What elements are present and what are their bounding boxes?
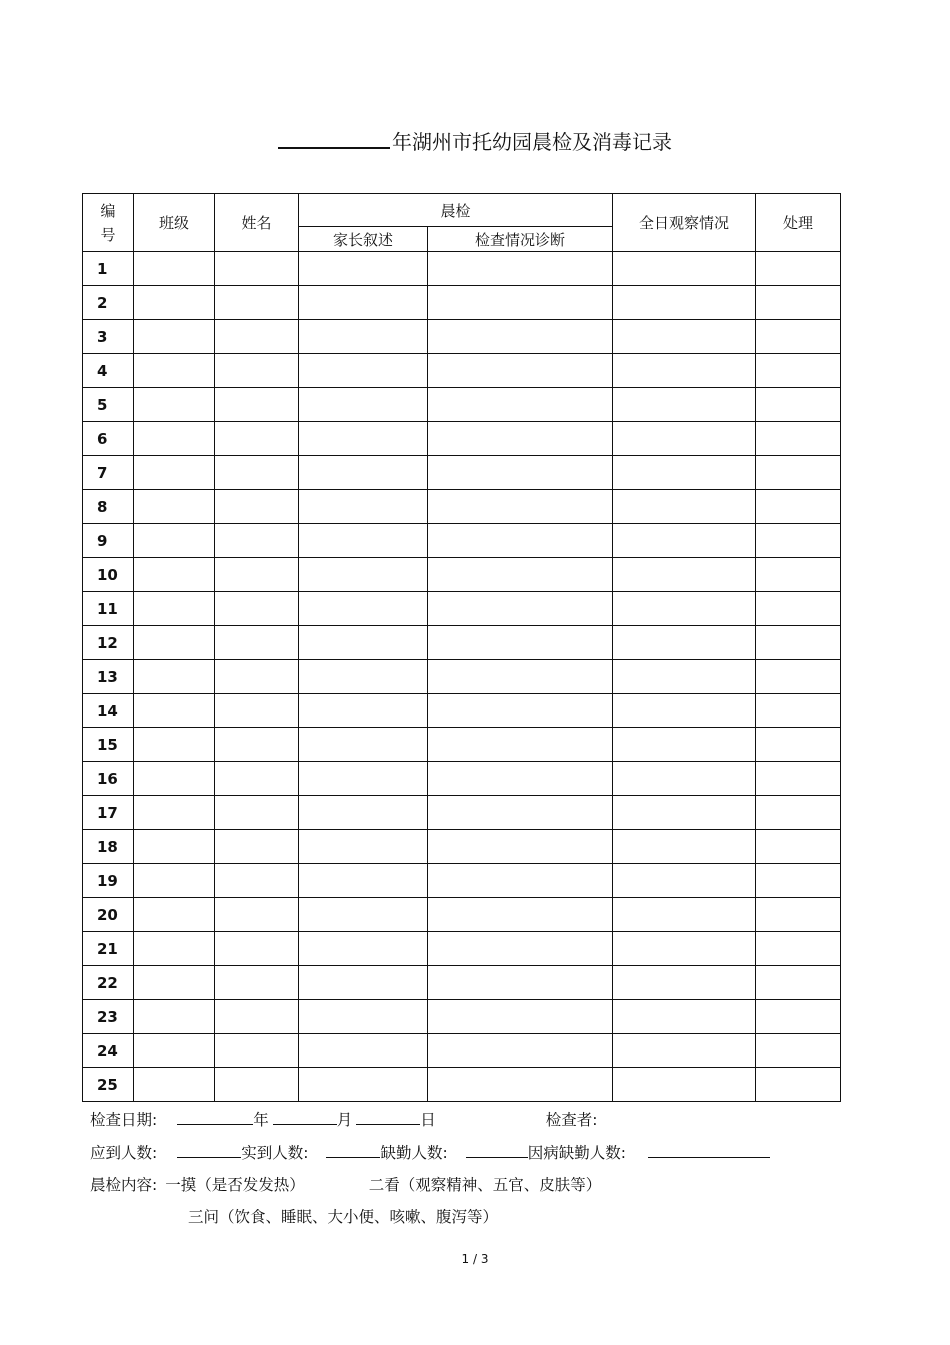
footer-line-3 [90,1174,601,1196]
parent-statement-cell[interactable] [299,320,428,354]
observation-cell[interactable] [613,762,756,796]
table-row [83,558,841,592]
class-cell[interactable] [134,762,215,796]
table-row [83,728,841,762]
parent-statement-cell[interactable] [299,694,428,728]
observation-cell[interactable] [613,252,756,286]
name-cell[interactable] [215,1034,299,1068]
row-number: 22 [83,966,134,1000]
name-cell[interactable] [215,626,299,660]
table-row [83,898,841,932]
header-handling: 处理 [756,194,841,252]
diagnosis-cell[interactable] [428,422,613,456]
observation-cell[interactable] [613,592,756,626]
name-cell[interactable] [215,660,299,694]
diagnosis-cell[interactable] [428,1068,613,1102]
row-number: 17 [83,796,134,830]
diagnosis-cell[interactable] [428,1034,613,1068]
handling-cell[interactable] [756,830,841,864]
parent-statement-cell[interactable] [299,490,428,524]
observation-cell[interactable] [613,1000,756,1034]
handling-cell[interactable] [756,320,841,354]
class-cell[interactable] [134,864,215,898]
name-cell[interactable] [215,422,299,456]
class-cell[interactable] [134,1034,215,1068]
diagnosis-cell[interactable] [428,796,613,830]
class-cell[interactable] [134,1068,215,1102]
footer-line-1 [90,1108,598,1131]
class-cell[interactable] [134,694,215,728]
name-cell[interactable] [215,762,299,796]
table-row [83,762,841,796]
sick-absent-field[interactable] [648,1141,770,1158]
row-number: 9 [83,524,134,558]
name-cell[interactable] [215,456,299,490]
class-cell[interactable] [134,354,215,388]
class-cell[interactable] [134,524,215,558]
row-number: 10 [83,558,134,592]
name-cell[interactable] [215,558,299,592]
handling-cell[interactable] [756,1000,841,1034]
handling-cell[interactable] [756,796,841,830]
table-row [83,422,841,456]
row-number: 12 [83,626,134,660]
handling-cell[interactable] [756,694,841,728]
diagnosis-cell[interactable] [428,898,613,932]
parent-statement-cell[interactable] [299,422,428,456]
diagnosis-cell[interactable] [428,524,613,558]
class-cell[interactable] [134,286,215,320]
table-row [83,796,841,830]
table-row [83,694,841,728]
parent-statement-cell[interactable] [299,524,428,558]
header-number-top: 编 [100,201,116,220]
class-cell[interactable] [134,456,215,490]
table-row [83,626,841,660]
table-row [83,1000,841,1034]
diagnosis-cell[interactable] [428,558,613,592]
handling-cell[interactable] [756,354,841,388]
class-cell[interactable] [134,796,215,830]
row-number: 3 [83,320,134,354]
month-label: 月 [336,1111,353,1129]
handling-cell[interactable] [756,898,841,932]
class-cell[interactable] [134,1000,215,1034]
handling-cell[interactable] [756,966,841,1000]
diagnosis-cell[interactable] [428,252,613,286]
content-item-3: 三问（饮食、睡眠、大小便、咳嗽、腹泻等） [188,1208,499,1226]
class-cell[interactable] [134,592,215,626]
footer-line-2 [90,1141,770,1164]
name-cell[interactable] [215,490,299,524]
row-number: 21 [83,932,134,966]
day-field[interactable] [356,1108,420,1125]
handling-cell[interactable] [756,252,841,286]
class-cell[interactable] [134,320,215,354]
row-number: 2 [83,286,134,320]
observation-cell[interactable] [613,422,756,456]
parent-statement-cell[interactable] [299,1000,428,1034]
handling-cell[interactable] [756,422,841,456]
handling-cell[interactable] [756,728,841,762]
class-cell[interactable] [134,252,215,286]
parent-statement-cell[interactable] [299,932,428,966]
observation-cell[interactable] [613,490,756,524]
table-row [83,490,841,524]
class-cell[interactable] [134,626,215,660]
row-number: 7 [83,456,134,490]
name-cell[interactable] [215,694,299,728]
table-row [83,830,841,864]
parent-statement-cell[interactable] [299,354,428,388]
document-title [0,127,950,156]
day-label: 日 [420,1111,436,1129]
parent-statement-cell[interactable] [299,388,428,422]
parent-statement-cell[interactable] [299,558,428,592]
parent-statement-cell[interactable] [299,592,428,626]
observation-cell[interactable] [613,932,756,966]
record-table [82,193,841,1102]
absent-label: 缺勤人数: [380,1144,448,1162]
name-cell[interactable] [215,286,299,320]
header-number-bottom: 号 [100,225,116,244]
diagnosis-cell[interactable] [428,320,613,354]
class-cell[interactable] [134,422,215,456]
diagnosis-cell[interactable] [428,830,613,864]
class-cell[interactable] [134,660,215,694]
page-number: 1 / 3 [461,1252,489,1266]
handling-cell[interactable] [756,864,841,898]
check-date-label: 检查日期: [90,1111,158,1129]
table-row [83,524,841,558]
absent-field[interactable] [466,1141,528,1158]
parent-statement-cell[interactable] [299,898,428,932]
name-cell[interactable] [215,728,299,762]
class-cell[interactable] [134,830,215,864]
title-text: 年湖州市托幼园晨检及消毒记录 [392,130,672,154]
diagnosis-cell[interactable] [428,966,613,1000]
name-cell[interactable] [215,388,299,422]
parent-statement-cell[interactable] [299,1068,428,1102]
header-parent-statement: 家长叙述 [299,227,428,252]
table-row [83,354,841,388]
handling-cell[interactable] [756,286,841,320]
parent-statement-cell[interactable] [299,728,428,762]
class-cell[interactable] [134,932,215,966]
name-cell[interactable] [215,864,299,898]
observation-cell[interactable] [613,898,756,932]
table-row [83,660,841,694]
class-cell[interactable] [134,728,215,762]
class-cell[interactable] [134,490,215,524]
row-number: 5 [83,388,134,422]
diagnosis-cell[interactable] [428,864,613,898]
header-diagnosis: 检查情况诊断 [428,227,613,252]
name-cell[interactable] [215,898,299,932]
expected-label: 应到人数: [90,1144,158,1162]
diagnosis-cell[interactable] [428,490,613,524]
handling-cell[interactable] [756,1034,841,1068]
observation-cell[interactable] [613,558,756,592]
diagnosis-cell[interactable] [428,354,613,388]
diagnosis-cell[interactable] [428,626,613,660]
row-number: 25 [83,1068,134,1102]
observation-cell[interactable] [613,660,756,694]
table-row [83,388,841,422]
header-name: 姓名 [215,194,299,252]
observation-cell[interactable] [613,1068,756,1102]
actual-field[interactable] [326,1141,380,1158]
row-number: 16 [83,762,134,796]
diagnosis-cell[interactable] [428,932,613,966]
table-row [83,456,841,490]
row-number: 1 [83,252,134,286]
name-cell[interactable] [215,932,299,966]
name-cell[interactable] [215,1000,299,1034]
year-field[interactable] [177,1108,253,1125]
diagnosis-cell[interactable] [428,762,613,796]
handling-cell[interactable] [756,762,841,796]
content-item-1: 一摸（是否发发热） [165,1176,305,1194]
handling-cell[interactable] [756,932,841,966]
table-row [83,592,841,626]
handling-cell[interactable] [756,388,841,422]
header-morning-check: 晨检 [299,194,613,227]
table-row [83,1034,841,1068]
row-number: 19 [83,864,134,898]
row-number: 20 [83,898,134,932]
row-number: 4 [83,354,134,388]
row-number: 18 [83,830,134,864]
row-number: 8 [83,490,134,524]
observation-cell[interactable] [613,388,756,422]
name-cell[interactable] [215,524,299,558]
diagnosis-cell[interactable] [428,660,613,694]
observation-cell[interactable] [613,830,756,864]
diagnosis-cell[interactable] [428,728,613,762]
parent-statement-cell[interactable] [299,762,428,796]
parent-statement-cell[interactable] [299,456,428,490]
row-number: 6 [83,422,134,456]
header-class: 班级 [134,194,215,252]
table-row [83,966,841,1000]
diagnosis-cell[interactable] [428,694,613,728]
parent-statement-cell[interactable] [299,864,428,898]
handling-cell[interactable] [756,660,841,694]
name-cell[interactable] [215,252,299,286]
table-row [83,864,841,898]
row-number: 14 [83,694,134,728]
observation-cell[interactable] [613,796,756,830]
observation-cell[interactable] [613,864,756,898]
class-cell[interactable] [134,558,215,592]
table-row [83,252,841,286]
diagnosis-cell[interactable] [428,1000,613,1034]
table-row [83,286,841,320]
row-number: 24 [83,1034,134,1068]
parent-statement-cell[interactable] [299,966,428,1000]
expected-field[interactable] [177,1141,241,1158]
name-cell[interactable] [215,830,299,864]
handling-cell[interactable] [756,490,841,524]
observation-cell[interactable] [613,966,756,1000]
diagnosis-cell[interactable] [428,592,613,626]
parent-statement-cell[interactable] [299,660,428,694]
class-cell[interactable] [134,966,215,1000]
diagnosis-cell[interactable] [428,286,613,320]
parent-statement-cell[interactable] [299,830,428,864]
diagnosis-cell[interactable] [428,388,613,422]
name-cell[interactable] [215,966,299,1000]
inspector-label: 检查者: [545,1111,598,1129]
name-cell[interactable] [215,592,299,626]
name-cell[interactable] [215,796,299,830]
actual-label: 实到人数: [241,1144,309,1162]
observation-cell[interactable] [613,524,756,558]
table-row [83,1068,841,1102]
handling-cell[interactable] [756,524,841,558]
class-cell[interactable] [134,388,215,422]
class-cell[interactable] [134,898,215,932]
month-field[interactable] [273,1108,337,1125]
observation-cell[interactable] [613,728,756,762]
sick-absent-label: 因病缺勤人数: [527,1144,626,1162]
observation-cell[interactable] [613,1034,756,1068]
header-daily-observation: 全日观察情况 [613,194,756,252]
handling-cell[interactable] [756,592,841,626]
parent-statement-cell[interactable] [299,796,428,830]
observation-cell[interactable] [613,320,756,354]
handling-cell[interactable] [756,626,841,660]
handling-cell[interactable] [756,1068,841,1102]
observation-cell[interactable] [613,626,756,660]
table-row [83,320,841,354]
observation-cell[interactable] [613,354,756,388]
observation-cell[interactable] [613,456,756,490]
parent-statement-cell[interactable] [299,286,428,320]
content-label: 晨检内容: [90,1176,158,1194]
year-label: 年 [253,1111,269,1129]
row-number: 13 [83,660,134,694]
header-row-1 [83,194,841,227]
parent-statement-cell[interactable] [299,626,428,660]
header-number [83,194,134,252]
handling-cell[interactable] [756,456,841,490]
content-item-2: 二看（观察精神、五官、皮肤等） [368,1176,602,1194]
table-row [83,932,841,966]
year-blank [278,127,390,149]
handling-cell[interactable] [756,558,841,592]
name-cell[interactable] [215,320,299,354]
footer-line-4 [188,1206,498,1228]
row-number: 11 [83,592,134,626]
row-number: 15 [83,728,134,762]
parent-statement-cell[interactable] [299,1034,428,1068]
parent-statement-cell[interactable] [299,252,428,286]
diagnosis-cell[interactable] [428,456,613,490]
name-cell[interactable] [215,1068,299,1102]
row-number: 23 [83,1000,134,1034]
name-cell[interactable] [215,354,299,388]
observation-cell[interactable] [613,694,756,728]
observation-cell[interactable] [613,286,756,320]
